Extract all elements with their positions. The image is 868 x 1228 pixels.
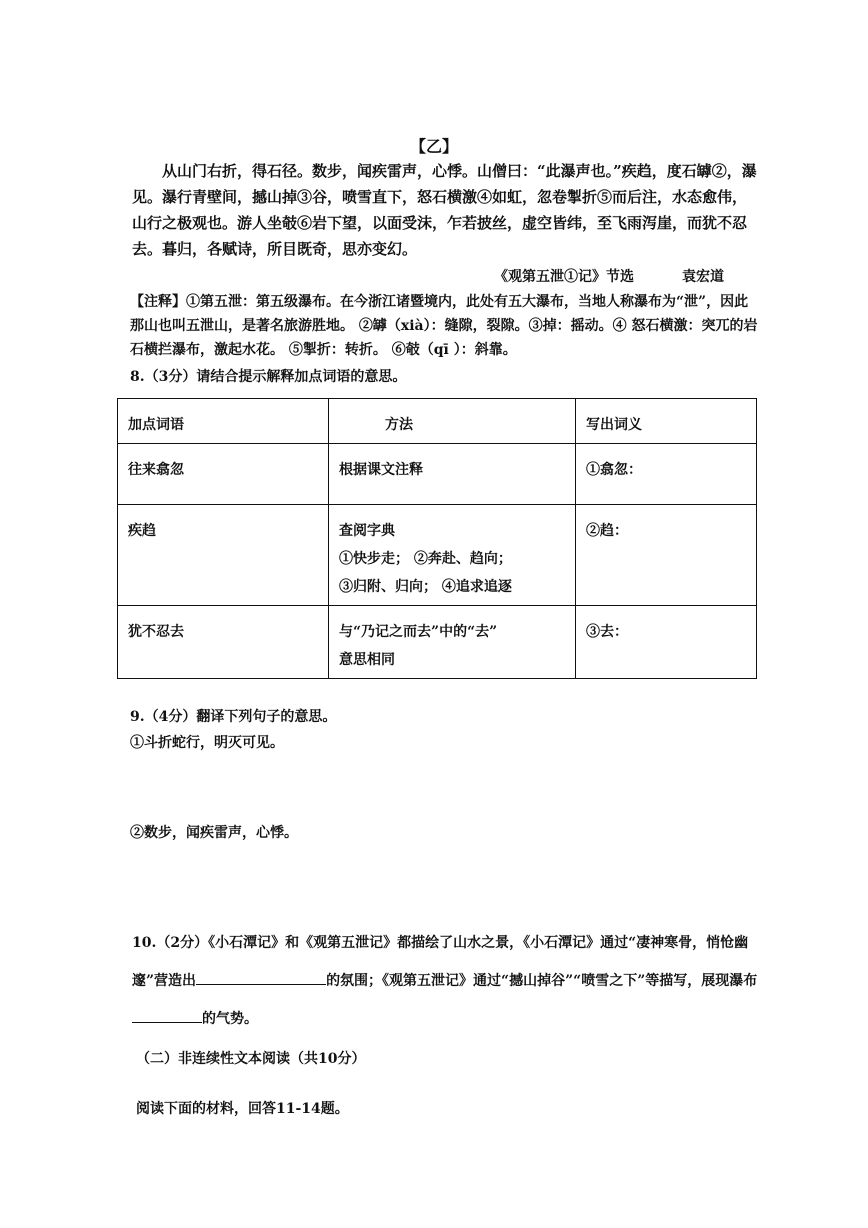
question-9-prompt: 9.（4分）翻译下列句子的意思。 — [130, 709, 337, 725]
word-meaning-table — [117, 398, 757, 679]
table-row — [118, 444, 757, 505]
table-cell-method — [329, 606, 576, 679]
table-header-cell: 方法 — [329, 399, 576, 444]
method-line: 与“乃记之而去”中的“去” — [339, 624, 498, 640]
question-8-prompt: 8.（3分）请结合提示解释加点词语的意思。 — [130, 369, 407, 385]
annotations: 【注释】①第五泄：第五级瀑布。在今浙江诸暨境内，此处有五大瀑布，当地人称瀑布为“泄”，因此那山也叫五泄山，是著名旅游胜地。 ②罅（xià）：缝隙，裂隙。③掉：摇动。④ 怒石横激：突兀的岩石横拦瀑布，激起水花。 ⑤掣折：转折。 ⑥攲（qī ）：斜靠。 — [130, 294, 758, 358]
table-cell-word: 往来翕忽 — [118, 444, 329, 505]
method-line: 查阅字典 — [339, 523, 395, 539]
method-line: 意思相同 — [339, 652, 395, 668]
section-title: 【乙】 — [409, 137, 458, 156]
method-line: ①快步走； ②奔赴、趋向； — [339, 551, 512, 567]
table-cell-answer[interactable]: ②趋： — [576, 505, 757, 606]
question-9-sentence-2: ②数步，闻疾雷声，心悸。 — [130, 825, 298, 841]
table-row — [118, 505, 757, 606]
table-cell-answer[interactable]: ①翕忽： — [576, 444, 757, 505]
table-cell-answer[interactable]: ③去： — [576, 606, 757, 679]
classical-passage: 从山门右折，得石径。数步，闻疾雷声，心悸。山僧曰：“此瀑声也。”疾趋，度石罅②，瀑见。瀑行青壁间，撼山掉③谷，喷雪直下，怒石横激④如虹，忽卷掣折⑤而后注，水态愈伟，山行之极观也。游人坐攲⑥岩下望，以面受沫，乍若披丝，虚空皆纬，至飞雨泻崖，而犹不忍去。暮归，各赋诗，所目既奇，思亦变幻。 — [132, 162, 757, 258]
source-title: 《观第五泄①记》节选 — [494, 269, 634, 285]
passage-source — [494, 266, 794, 286]
answer-blank-2[interactable] — [132, 1008, 202, 1023]
question-10-text-2: 的氛围；《观第五泄记》通过“撼山掉谷”“喷雪之下”等描写，展现瀑布 — [326, 973, 758, 989]
method-line: 根据课文注释 — [339, 462, 423, 478]
question-10-text-3: 的气势。 — [202, 1011, 258, 1027]
method-line: ③归附、归向； ④追求追逐 — [339, 579, 512, 595]
question-10-text-1: 10.（2分）《小石潭记》和《观第五泄记》都描绘了山水之景，《小石潭记》通过“凄神寒骨，悄怆幽邃”营造出 — [132, 935, 749, 989]
table-header-cell: 加点词语 — [118, 399, 329, 444]
table-header-row — [118, 399, 757, 444]
reading-instruction: 阅读下面的材料，回答11-14题。 — [136, 1101, 349, 1117]
table-cell-method — [329, 505, 576, 606]
table-cell-word: 疾趋 — [118, 505, 329, 606]
question-9-sentence-1: ①斗折蛇行，明灭可见。 — [130, 735, 284, 751]
table-cell-word: 犹不忍去 — [118, 606, 329, 679]
source-author: 袁宏道 — [682, 269, 724, 285]
table-cell-method — [329, 444, 576, 505]
question-10 — [132, 924, 760, 1038]
table-row — [118, 606, 757, 679]
section-2-title: （二）非连续性文本阅读（共10分） — [136, 1051, 366, 1067]
answer-blank-1[interactable] — [196, 970, 326, 985]
table-header-cell: 写出词义 — [576, 399, 757, 444]
